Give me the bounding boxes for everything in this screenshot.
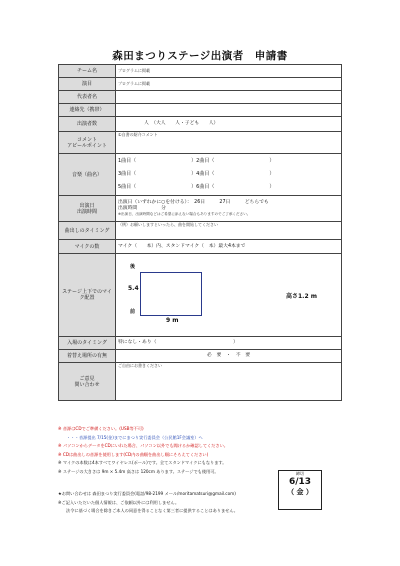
count-label: 出演者数 [59,117,116,132]
act-label: 演目 [59,78,116,91]
deadline-day: （ 金 ） [287,488,313,496]
date-field[interactable] [116,196,342,222]
deadline-label: 締切 [296,471,304,476]
count-field[interactable]: 人 （大人 人・子ども 人） [116,117,342,132]
note-item: ※ CDは曲出しの音源を使用します(CD内の曲順を曲出し順にそろえてください) [58,451,209,457]
contact-field[interactable] [116,104,342,117]
footer-line: ★お問い合わせは 森田まつり実行委員会(電話/98-2199 メール/moritamatsuri@gmail.com) [58,491,236,496]
notes [58,425,342,476]
comment-label: コメント アピールポイント [59,132,116,154]
dressing-field[interactable]: 必 要 ・ 不 要 [116,350,342,363]
note-item: ※ マイクの本数は4本すべてワイヤレス(ポール)です。全てスタンドマイクにもなります。 [58,460,227,465]
entry-label: 入場のタイミング [59,337,116,350]
mic-label: マイクの数 [59,240,116,254]
comment-field[interactable] [116,132,342,154]
application-form [58,64,342,401]
music-field[interactable] [116,154,342,196]
note-item: ※ ステージの大きさは 9m × 5.4m 高さは 120cm あります。ステージでも使用可。 [58,468,219,474]
footer-line: 法令に基づく場合を除きご本人の同意を得ることなく第三者に提供することはありません。 [66,508,238,513]
footer-line: ※ご記入いただいた個人情報は、ご依頼以外には利用しません。 [58,499,180,505]
stage-width-label: 9 m [166,317,179,324]
rep-field[interactable] [116,91,342,104]
date-line-2: 出演時間 分 [118,206,166,211]
date-label: 出演日 出演時間 [59,196,116,222]
stage-field[interactable] [116,254,342,337]
team-note: プログラムに掲載 [118,67,150,73]
note-item: ※ 音源はCDでご準備ください。(USB等不可) [58,426,144,431]
song-line: 1曲目（ ）2曲目（ ） [118,158,275,164]
opinion-note: ご自由にお書きください [118,363,162,368]
stage-label: ステージ上下でのマイク配置 [59,254,116,337]
note-item: ※ パソコンからデータをCDにいれた場合、パソコン以外でも聞けるか確認してください。 [58,443,228,448]
date-note: ※出演日、出演時間などはご希望に添えない場合もありますのでご了承ください。 [118,212,251,216]
song-line: 3曲目（ ）4曲目（ ） [118,171,275,177]
rep-label: 代表者名 [59,91,116,104]
note-item: ・・・音源提出 7/15(金)までにまつり実行委員会（公民館1F会議室）へ [58,434,203,440]
stage-height-label: 高さ1.2 m [286,293,317,300]
team-label: チーム名 [59,65,116,78]
act-note: プログラムに掲載 [118,80,150,86]
team-field[interactable] [116,65,342,78]
song-line: 5曲目（ ）6曲目（ ） [118,184,275,190]
music-timing-note: （例）お願いしますといったら、曲を開始してください [118,222,218,227]
entry-field[interactable]: 特になし・あり（ ） [116,337,342,350]
music-timing-label: 曲出しのタイミング [59,222,116,240]
stage-outline[interactable] [140,272,202,316]
deadline-date: 6/13 [288,477,312,487]
stage-depth-label: 5.4 [128,285,139,292]
stage-diagram [116,254,341,336]
stage-front-label: 前 [130,309,136,315]
music-timing-field[interactable] [116,222,342,240]
comment-note: ①自書の紹介コメント [118,132,158,137]
music-label: 音楽（曲名） [59,154,116,196]
page-title: 森田まつりステージ出演者 申請書 [112,50,288,62]
footer [58,490,348,516]
contact-label: 連絡先（携帯） [59,104,116,117]
dressing-label: 着替え場所の有無 [59,350,116,363]
mic-field[interactable]: マイク（ 本）内、スタンドマイク（ 本）最大4本まで [116,240,342,254]
opinion-field[interactable] [116,363,342,401]
opinion-label: ご意見 問い合わせ [59,363,116,401]
date-line-1: 出演日（いずれかに○を付ける）： 26日 27日 どちらでも [118,200,269,205]
stage-back-label: 後 [130,264,136,270]
act-field[interactable] [116,78,342,91]
